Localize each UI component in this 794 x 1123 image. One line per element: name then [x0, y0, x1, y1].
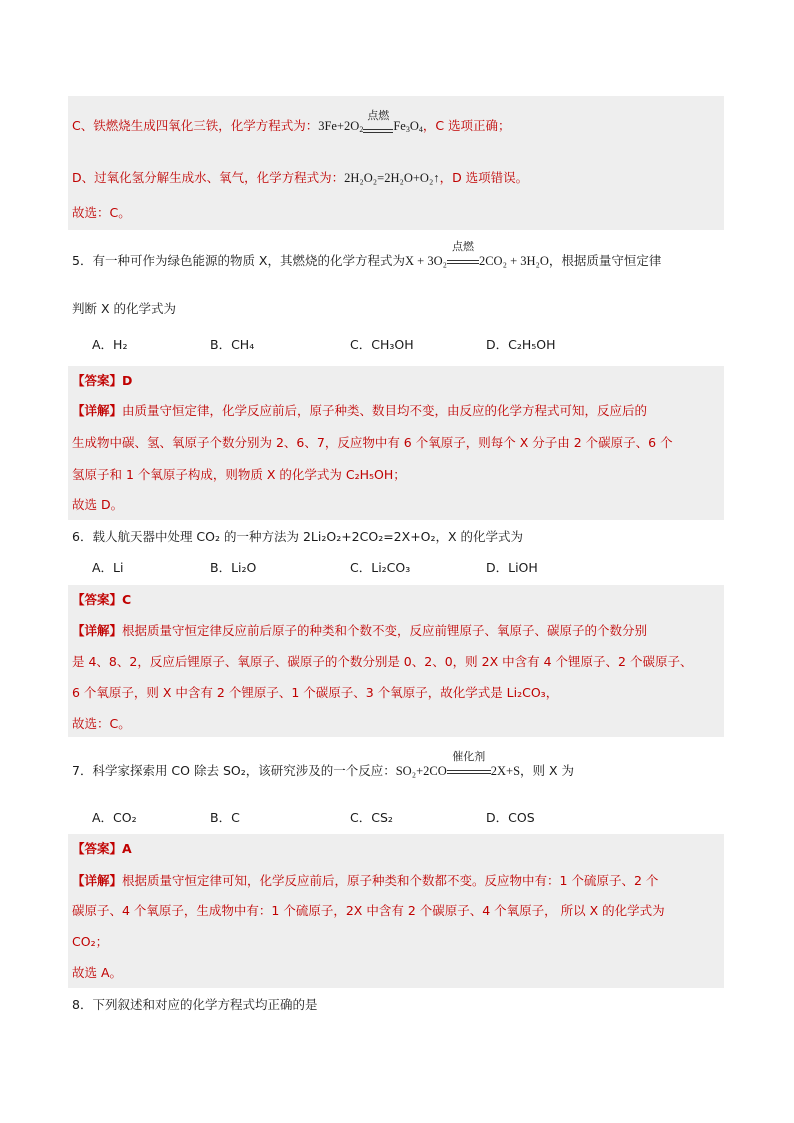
- q5-detail-1: 【详解】由质量守恒定律，化学反应前后，原子种类、数目均不变，由反应的化学方程式可知，反应后的: [72, 403, 648, 418]
- q7-equation: SO₂+2CO 催化剂 2X+S: [395, 750, 521, 778]
- option-c-suffix: ，C 选项正确；: [422, 118, 511, 133]
- q5-stem: 5．有一种可作为绿色能源的物质 X，其燃烧的化学方程式为X + 3O₂ 点燃 2CO₂ + 3H₂O，根据质量守恒定律: [72, 240, 662, 268]
- q5-conclusion: 故选 D。: [72, 497, 124, 512]
- q7-option-d[interactable]: D．COS: [486, 810, 535, 825]
- q7-conclusion: 故选 A。: [72, 965, 123, 980]
- q7-answer: 【答案】A: [72, 841, 132, 856]
- q5-equation: X + 3O₂ 点燃 2CO₂ + 3H₂O: [405, 240, 549, 268]
- q5-detail-2: 生成物中碳、氢、氧原子个数分别为 2、6、7，反应物中有 6 个氧原子，则每个 X 分子由 2 个碳原子、6 个: [72, 435, 673, 450]
- q5-stem-cont: 判断 X 的化学式为: [72, 301, 177, 316]
- q5-option-d[interactable]: D．C₂H₅OH: [486, 337, 556, 352]
- equation-c: $3Fe+2O_2$ 点燃 $Fe_3O_4$: [318, 109, 423, 134]
- q6-option-a[interactable]: A．Li: [92, 560, 124, 575]
- q7-detail-3: CO₂；: [72, 934, 109, 949]
- q7-option-a[interactable]: A．CO₂: [92, 810, 137, 825]
- q4-conclusion: 故选：C。: [72, 205, 131, 220]
- q5-option-a[interactable]: A．H₂: [92, 337, 128, 352]
- q7-detail-2: 碳原子、4 个氧原子，生成物中有：1 个硫原子，2X 中含有 2 个碳原子、4 个氧原子， 所以 X 的化学式为: [72, 903, 665, 918]
- option-c-text: C、铁燃烧生成四氧化三铁，化学方程式为：: [72, 118, 319, 133]
- q6-detail-1: 【详解】根据质量守恒定律反应前后原子的种类和个数不变，反应前锂原子、氧原子、碳原子的个数分别: [72, 623, 648, 638]
- q6-conclusion: 故选：C。: [72, 716, 131, 731]
- q7-option-b[interactable]: B．C: [210, 810, 240, 825]
- option-c-explanation: [72, 109, 511, 139]
- q8-stem: 8．下列叙述和对应的化学方程式均正确的是: [72, 997, 318, 1012]
- q6-option-b[interactable]: B．Li₂O: [210, 560, 257, 575]
- q6-option-d[interactable]: D．LiOH: [486, 560, 538, 575]
- q6-detail-2: 是 4、8、2，反应后锂原子、氧原子、碳原子的个数分别是 0、2、0，则 2X 中含有 4 个锂原子、2 个碳原子、: [72, 654, 693, 669]
- q5-detail-3: 氢原子和 1 个氧原子构成，则物质 X 的化学式为 C₂H₅OH；: [72, 467, 406, 482]
- q6-detail-3: 6 个氧原子，则 X 中含有 2 个锂原子、1 个碳原子、3 个氧原子，故化学式是 Li₂CO₃，: [72, 685, 559, 700]
- equation-d: 2H₂O₂=2H₂O+O₂↑: [344, 171, 440, 185]
- q6-stem: 6．载人航天器中处理 CO₂ 的一种方法为 2Li₂O₂+2CO₂=2X+O₂，X 的化学式为: [72, 529, 524, 544]
- q5-answer: 【答案】D: [72, 373, 133, 388]
- q6-option-c[interactable]: C．Li₂CO₃: [350, 560, 411, 575]
- q5-option-c[interactable]: C．CH₃OH: [350, 337, 414, 352]
- q6-answer: 【答案】C: [72, 592, 132, 607]
- q7-stem: 7．科学家探索用 CO 除去 SO₂，该研究涉及的一个反应：SO₂+2CO 催化剂 2X+S，则 X 为: [72, 750, 575, 778]
- q5-option-b[interactable]: B．CH₄: [210, 337, 255, 352]
- q7-option-c[interactable]: C．CS₂: [350, 810, 393, 825]
- option-d-explanation: D、过氧化氢分解生成水、氧气，化学方程式为：2H₂O₂=2H₂O+O₂↑，D 选项错误。: [72, 170, 529, 185]
- q7-detail-1: 【详解】根据质量守恒定律可知，化学反应前后，原子种类和个数都不变。反应物中有：1 个硫原子、2 个: [72, 873, 659, 888]
